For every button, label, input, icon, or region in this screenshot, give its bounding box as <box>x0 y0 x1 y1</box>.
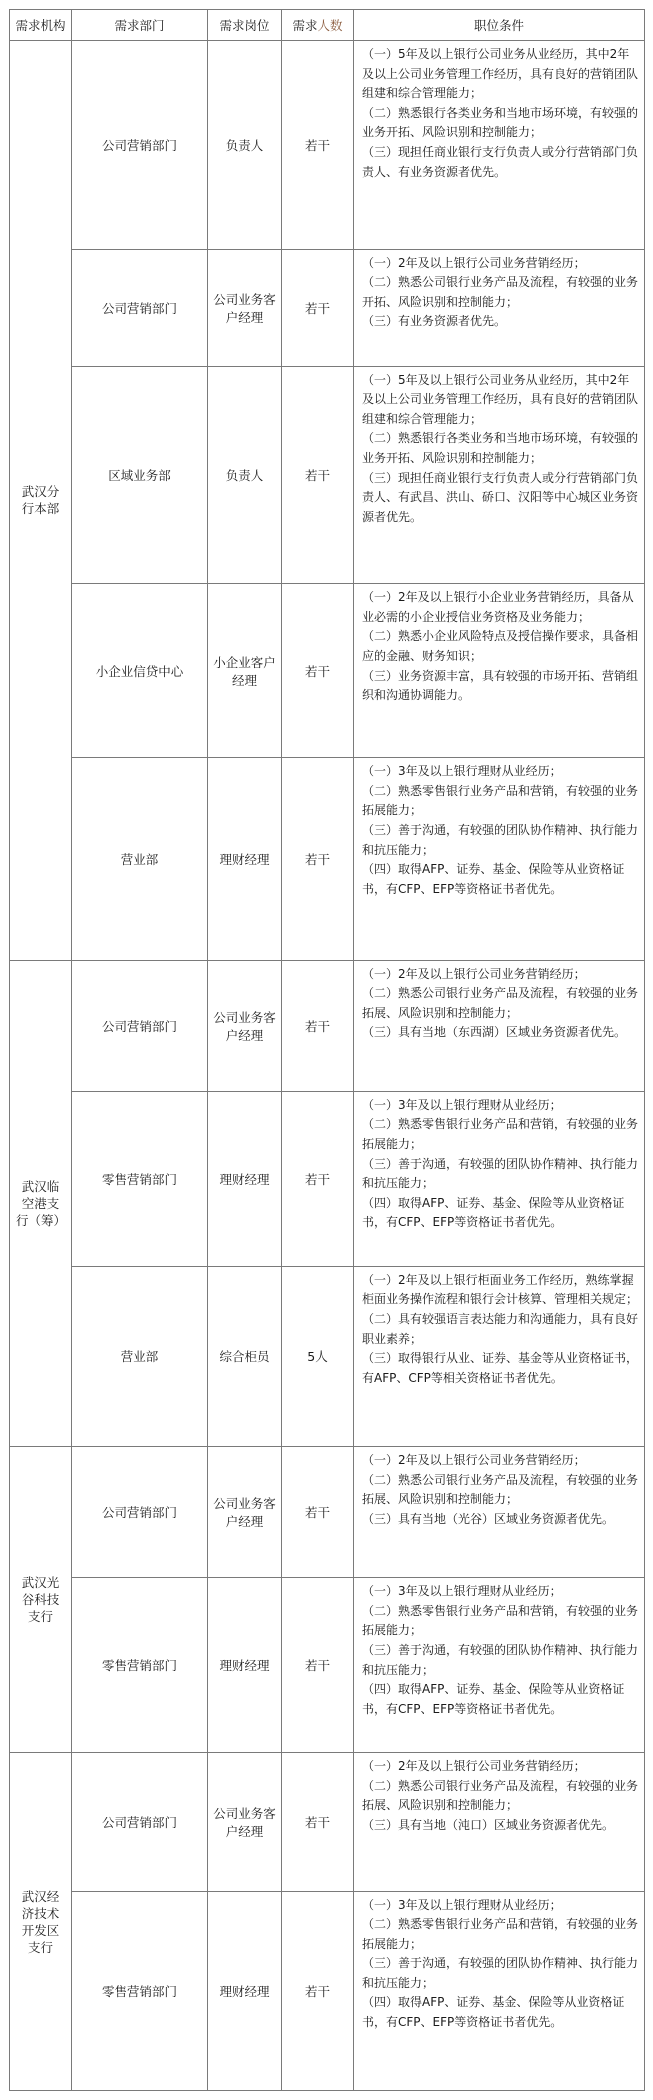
count-cell: 若干 <box>282 758 354 960</box>
count-cell: 若干 <box>282 1091 354 1266</box>
org-name: 武汉光谷科技支行 <box>21 1575 60 1625</box>
header-conditions <box>354 10 645 41</box>
condition-item: （三）取得银行从业、证券、基金等从业资格证书，有AFP、CFP等相关资格证书者优先。 <box>362 1351 639 1385</box>
header-org <box>10 10 72 41</box>
position-cell: 理财经理 <box>208 1091 282 1266</box>
count-cell: 若干 <box>282 1446 354 1577</box>
org-cell <box>10 1446 72 1752</box>
condition-item: （二）熟悉零售银行业务产品和营销，有较强的业务拓展能力； <box>362 1117 639 1152</box>
condition-item: （三）善于沟通，有较强的团队协作精神、执行能力和抗压能力； <box>362 822 639 857</box>
position-cell: 公司业务客户经理 <box>208 960 282 1091</box>
table-row <box>10 1578 645 1753</box>
count-cell: 若干 <box>282 1753 354 1891</box>
condition-item: （三）具有当地（沌口）区域业务资源者优先。 <box>362 1817 615 1832</box>
condition-item: （一）2年及以上银行公司业务营销经历； <box>362 966 586 981</box>
condition-item: （二）熟悉零售银行业务产品和营销，有较强的业务拓展能力； <box>362 1603 639 1638</box>
condition-item: （一）2年及以上银行公司业务营销经历； <box>362 1759 586 1774</box>
condition-item: （三）现担任商业银行支行负责人或分行营销部门负责人、有武昌、洪山、硚口、汉阳等中心城区业务资源者优先。 <box>362 470 639 524</box>
org-cell <box>10 41 72 961</box>
conditions-cell <box>354 1891 645 2090</box>
condition-item: （三）业务资源丰富，具有较强的市场开拓、营销组织和沟通协调能力。 <box>362 668 639 703</box>
org-name: 武汉分行本部 <box>21 484 60 517</box>
conditions-cell <box>354 1446 645 1577</box>
condition-item: （一）3年及以上银行理财从业经历； <box>362 1897 562 1912</box>
table-row <box>10 1266 645 1446</box>
condition-item: （三）具有当地（光谷）区域业务资源者优先。 <box>362 1511 615 1526</box>
position-cell: 综合柜员 <box>208 1266 282 1446</box>
count-cell: 5人 <box>282 1266 354 1446</box>
count-cell: 若干 <box>282 366 354 584</box>
position-cell: 理财经理 <box>208 1891 282 2090</box>
org-name: 武汉临空港支行（筹） <box>16 1178 67 1228</box>
conditions-cell <box>354 1578 645 1753</box>
header-count-accent: 人数 <box>317 18 343 33</box>
dept-cell: 小企业信贷中心 <box>72 584 208 758</box>
header-org-label: 需求机构 <box>15 18 66 33</box>
position-cell: 公司业务客户经理 <box>208 1446 282 1577</box>
condition-item: （三）有业务资源者优先。 <box>362 314 507 329</box>
count-cell: 若干 <box>282 41 354 250</box>
dept-cell: 营业部 <box>72 1266 208 1446</box>
condition-item: （一）5年及以上银行公司业务从业经历，其中2年及以上公司业务管理工作经历，具有良好的营销团队组建和综合管理能力； <box>362 372 639 426</box>
condition-item: （二）熟悉公司银行业务产品及流程，有较强的业务拓展、风险识别和控制能力； <box>362 1472 639 1507</box>
condition-item: （二）熟悉银行各类业务和当地市场环境，有较强的业务开拓、风险识别和控制能力； <box>362 431 639 465</box>
condition-item: （三）善于沟通，有较强的团队协作精神、执行能力和抗压能力； <box>362 1956 639 1990</box>
position-cell: 理财经理 <box>208 758 282 960</box>
condition-item: （一）2年及以上银行公司业务营销经历； <box>362 255 586 270</box>
conditions-cell <box>354 584 645 758</box>
condition-item: （一）3年及以上银行理财从业经历； <box>362 1584 562 1599</box>
count-cell: 若干 <box>282 1891 354 2090</box>
org-cell <box>10 960 72 1446</box>
count-cell: 若干 <box>282 960 354 1091</box>
position-cell: 负责人 <box>208 41 282 250</box>
condition-item: （四）取得AFP、证券、基金、保险等从业资格证书，有CFP、EFP等资格证书者优先。 <box>362 862 625 896</box>
count-cell: 若干 <box>282 249 354 366</box>
condition-item: （三）善于沟通，有较强的团队协作精神、执行能力和抗压能力； <box>362 1642 639 1677</box>
dept-cell: 公司营销部门 <box>72 1446 208 1577</box>
conditions-cell <box>354 960 645 1091</box>
recruitment-table <box>9 9 645 2091</box>
condition-item: （二）熟悉小企业风险特点及授信操作要求，具备相应的金融、财务知识； <box>362 629 639 664</box>
table-row <box>10 1753 645 1891</box>
conditions-cell <box>354 41 645 250</box>
condition-item: （二）熟悉银行各类业务和当地市场环境，有较强的业务开拓、风险识别和控制能力； <box>362 105 639 140</box>
condition-item: （二）具有较强语言表达能力和沟通能力，具有良好职业素养； <box>362 1312 639 1346</box>
header-position <box>208 10 282 41</box>
dept-cell: 零售营销部门 <box>72 1578 208 1753</box>
dept-cell: 公司营销部门 <box>72 41 208 250</box>
condition-item: （一）3年及以上银行理财从业经历； <box>362 1097 562 1112</box>
position-cell: 公司业务客户经理 <box>208 249 282 366</box>
dept-cell: 公司营销部门 <box>72 960 208 1091</box>
condition-item: （四）取得AFP、证券、基金、保险等从业资格证书，有CFP、EFP等资格证书者优先。 <box>362 1995 625 2030</box>
header-position-accent: 岗位 <box>244 18 270 33</box>
dept-cell: 公司营销部门 <box>72 249 208 366</box>
header-count-label: 需求 <box>292 18 318 33</box>
dept-cell: 零售营销部门 <box>72 1091 208 1266</box>
condition-item: （三）具有当地（东西湖）区域业务资源者优先。 <box>362 1025 627 1040</box>
table-row <box>10 960 645 1091</box>
table-row <box>10 584 645 758</box>
table-row <box>10 758 645 960</box>
header-position-label: 需求 <box>219 18 245 33</box>
position-cell: 公司业务客户经理 <box>208 1753 282 1891</box>
condition-item: （二）熟悉公司银行业务产品及流程，有较强的业务拓展、风险识别和控制能力； <box>362 986 639 1020</box>
condition-item: （三）现担任商业银行支行负责人或分行营销部门负责人、有业务资源者优先。 <box>362 144 639 179</box>
dept-cell: 公司营销部门 <box>72 1753 208 1891</box>
condition-item: （一）2年及以上银行柜面业务工作经历，熟练掌握柜面业务操作流程和银行会计核算、管理相关规定； <box>362 1272 639 1307</box>
condition-item: （二）熟悉公司银行业务产品及流程，有较强的业务开拓、风险识别和控制能力； <box>362 275 639 309</box>
condition-item: （二）熟悉公司银行业务产品及流程，有较强的业务拓展、风险识别和控制能力； <box>362 1778 639 1813</box>
condition-item: （一）5年及以上银行公司业务从业经历，其中2年及以上公司业务管理工作经历，具有良好的营销团队组建和综合管理能力； <box>362 47 639 101</box>
condition-item: （二）熟悉零售银行业务产品和营销，有较强的业务拓展能力； <box>362 1917 639 1951</box>
condition-item: （三）善于沟通，有较强的团队协作精神、执行能力和抗压能力； <box>362 1156 639 1191</box>
header-dept-label: 需求部门 <box>114 18 165 33</box>
conditions-cell <box>354 758 645 960</box>
dept-cell: 营业部 <box>72 758 208 960</box>
count-cell: 若干 <box>282 584 354 758</box>
position-cell: 理财经理 <box>208 1578 282 1753</box>
condition-item: （二）熟悉零售银行业务产品和营销，有较强的业务拓展能力； <box>362 783 639 818</box>
conditions-cell <box>354 1753 645 1891</box>
header-dept <box>72 10 208 41</box>
condition-item: （一）2年及以上银行公司业务营销经历； <box>362 1452 586 1467</box>
condition-item: （一）2年及以上银行小企业业务营销经历，具备从业必需的小企业授信业务资格及业务能力； <box>362 590 634 624</box>
condition-item: （四）取得AFP、证券、基金、保险等从业资格证书，有CFP、EFP等资格证书者优先。 <box>362 1682 625 1716</box>
position-cell: 小企业客户经理 <box>208 584 282 758</box>
header-count <box>282 10 354 41</box>
table-row <box>10 1091 645 1266</box>
condition-item: （四）取得AFP、证券、基金、保险等从业资格证书，有CFP、EFP等资格证书者优先。 <box>362 1195 625 1230</box>
dept-cell: 区域业务部 <box>72 366 208 584</box>
count-cell: 若干 <box>282 1578 354 1753</box>
org-name: 武汉经济技术开发区支行 <box>21 1888 60 1955</box>
header-conditions-label: 职位条件 <box>473 18 524 33</box>
conditions-cell <box>354 1266 645 1446</box>
conditions-cell <box>354 366 645 584</box>
table-body <box>10 41 645 2091</box>
table-row <box>10 41 645 250</box>
table-row <box>10 1446 645 1577</box>
position-cell: 负责人 <box>208 366 282 584</box>
conditions-cell <box>354 1091 645 1266</box>
table-row <box>10 249 645 366</box>
table-row <box>10 366 645 584</box>
condition-item: （一）3年及以上银行理财从业经历； <box>362 764 562 779</box>
table-header-row <box>10 10 645 41</box>
table-row <box>10 1891 645 2090</box>
conditions-cell <box>354 249 645 366</box>
dept-cell: 零售营销部门 <box>72 1891 208 2090</box>
org-cell <box>10 1753 72 2091</box>
